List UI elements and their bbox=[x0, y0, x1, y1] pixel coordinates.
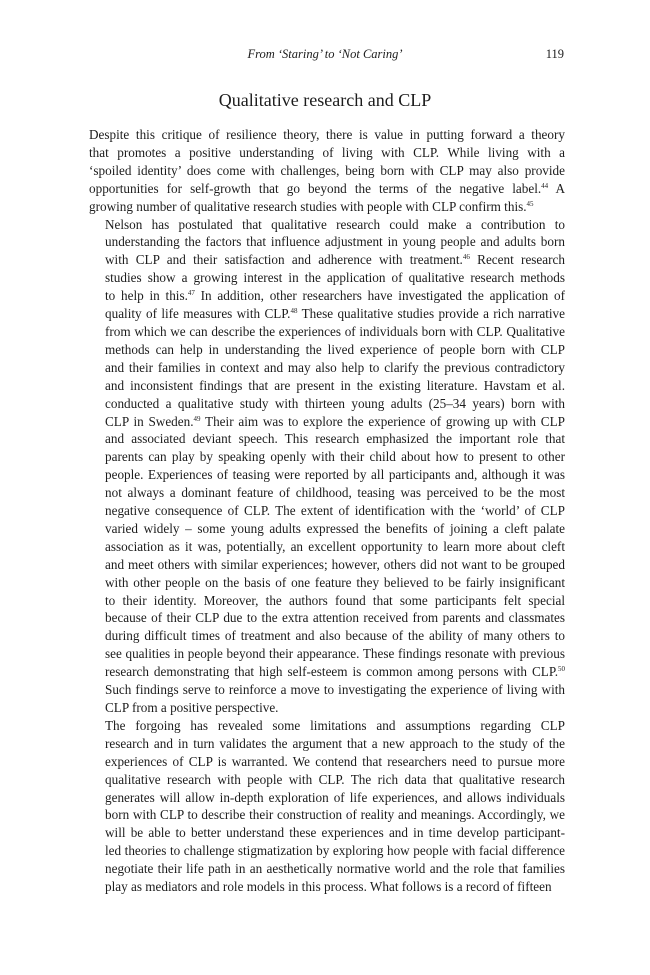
text-segment: from which we can describe the experiences of individuals born with CLP. Qualitative bbox=[105, 323, 565, 339]
text-segment: opportunities for self-growth that go beyond the terms of the negative label. bbox=[89, 180, 542, 196]
text-segment: with CLP and their satisfaction and adherence with treatment. bbox=[105, 252, 463, 268]
text-segment: CLP in Sweden. bbox=[105, 413, 194, 429]
text-line bbox=[89, 466, 565, 484]
text-segment: to help in this. bbox=[105, 288, 188, 304]
text-line bbox=[89, 771, 565, 789]
text-segment: with other people on the basis of one feature they believed to be fairly insignificant bbox=[105, 574, 565, 590]
text-segment: negative consequence of CLP. The extent of identification with the ‘world’ of CLP bbox=[105, 503, 565, 519]
page-number: 119 bbox=[545, 47, 564, 61]
text-line bbox=[89, 484, 565, 502]
footnote-marker: 45 bbox=[526, 199, 534, 208]
text-line bbox=[89, 609, 565, 627]
text-segment: not always a dominant feature of childhood, teasing was perceived to be the most bbox=[105, 485, 565, 501]
text-line bbox=[89, 430, 565, 448]
text-segment: see qualities in people beyond their appearance. These findings resonate with previous bbox=[105, 646, 565, 662]
text-segment: Despite this critique of resilience theory, there is value in putting forward a theory bbox=[89, 127, 565, 142]
text-segment: during difficult times of treatment and also because of the ability of many others to bbox=[105, 628, 565, 644]
text-segment: Their aim was to explore the experience of growing up with CLP bbox=[200, 413, 565, 429]
text-segment: that promotes a positive understanding of living with CLP. While living with a bbox=[89, 144, 565, 160]
text-segment: people. Experiences of teasing were reported by all participants and, although it was bbox=[105, 467, 565, 483]
text-segment: growing number of qualitative research studies with people with CLP confirm this. bbox=[89, 198, 527, 214]
text-line bbox=[89, 717, 565, 735]
text-segment: quality of life measures with CLP. bbox=[105, 306, 291, 322]
text-segment: and their families in context and may also help to clarify the previous contradictory bbox=[105, 359, 565, 375]
text-line bbox=[89, 806, 565, 824]
text-segment: and associated deviant speech. This research emphasized the important role that bbox=[105, 431, 565, 447]
text-line bbox=[89, 520, 565, 538]
text-line bbox=[89, 233, 565, 251]
paragraph bbox=[89, 126, 565, 216]
text-segment: These qualitative studies provide a rich narrative bbox=[297, 306, 565, 322]
text-line bbox=[89, 556, 565, 574]
text-segment: to their identity. Moreover, the authors found that some participants felt special bbox=[105, 592, 565, 608]
text-segment: research and in turn validates the argument that a new approach to the study of the bbox=[105, 735, 565, 751]
text-segment: CLP from a positive perspective. bbox=[105, 700, 279, 715]
text-line bbox=[89, 144, 565, 162]
text-line bbox=[89, 448, 565, 466]
text-segment: conducted a qualitative study with thirteen young adults (25–34 years) born with bbox=[105, 395, 565, 411]
text-line bbox=[89, 592, 565, 610]
text-segment: and meet others with similar experiences; however, others did not want to be grouped bbox=[105, 556, 565, 572]
text-line bbox=[89, 538, 565, 556]
text-line bbox=[89, 502, 565, 520]
text-segment: play as mediators and role models in this process. What follows is a record of fifteen bbox=[105, 879, 552, 895]
text-line bbox=[89, 699, 565, 717]
text-line bbox=[89, 789, 565, 807]
running-head bbox=[0, 44, 650, 64]
text-segment: led theories to challenge stigmatization by exploring how people with facial difference bbox=[105, 843, 565, 859]
text-line bbox=[89, 341, 565, 359]
text-line bbox=[89, 824, 565, 842]
text-segment: methods can help in understanding the lived experience of people born with CLP bbox=[105, 341, 565, 357]
text-line bbox=[89, 162, 565, 180]
text-line bbox=[89, 645, 565, 663]
text-segment: will be able to better understand these experiences and in time develop participant- bbox=[105, 825, 565, 841]
footnote-marker: 47 bbox=[187, 289, 195, 298]
text-line bbox=[89, 251, 565, 269]
text-line bbox=[89, 627, 565, 645]
text-line bbox=[89, 663, 565, 681]
text-segment: Recent research bbox=[469, 252, 565, 268]
text-line bbox=[89, 269, 565, 287]
text-line bbox=[89, 413, 565, 431]
text-segment: generates will allow in-depth exploration of life experiences, and allows individuals bbox=[105, 789, 565, 805]
text-segment: because of their CLP due to the extra attention received from parents and classmates bbox=[105, 610, 565, 626]
footnote-marker: 49 bbox=[193, 414, 201, 423]
running-title: From ‘Staring’ to ‘Not Caring’ bbox=[247, 47, 403, 61]
text-segment: born with CLP to describe their construction of reality and meanings. Accordingly, we bbox=[105, 807, 565, 823]
text-segment: varied widely – some young adults expressed the benefits of joining a cleft palate bbox=[105, 520, 565, 536]
text-line bbox=[89, 287, 565, 305]
text-segment: association as it was, potentially, an excellent opportunity to learn more about cleft bbox=[105, 538, 565, 554]
text-line bbox=[89, 377, 565, 395]
text-line bbox=[89, 860, 565, 878]
text-segment: Nelson has postulated that qualitative research could make a contribution to bbox=[105, 216, 565, 232]
text-segment: Such findings serve to reinforce a move to investigating the experience of living with bbox=[105, 682, 565, 698]
text-segment: negotiate their life path in an aesthetically normative world and the role that families bbox=[105, 861, 565, 877]
text-segment: qualitative research with people with CLP. The rich data that qualitative research bbox=[105, 771, 565, 787]
text-line bbox=[89, 126, 565, 144]
paragraph bbox=[89, 717, 565, 896]
text-line bbox=[89, 574, 565, 592]
footnote-marker: 46 bbox=[462, 253, 470, 262]
text-line bbox=[89, 359, 565, 377]
text-segment: studies show a growing interest in the application of qualitative research methods bbox=[105, 270, 565, 286]
text-line bbox=[89, 216, 565, 234]
paragraph bbox=[89, 216, 565, 717]
text-line bbox=[89, 198, 565, 216]
text-segment: ‘spoiled identity’ does come with challenges, being born with CLP may also provide bbox=[89, 162, 565, 178]
text-segment: A bbox=[548, 180, 565, 196]
text-segment: research demonstrating that high self-esteem is common among persons with CLP. bbox=[105, 664, 558, 680]
text-segment: understanding the factors that influence adjustment in young people and adults born bbox=[105, 234, 565, 250]
footnote-marker: 50 bbox=[558, 665, 565, 674]
text-segment: In addition, other researchers have investigated the application of bbox=[194, 288, 566, 304]
text-line bbox=[89, 395, 565, 413]
text-segment: experiences of CLP is warranted. We contend that researchers need to pursue more bbox=[105, 753, 565, 769]
text-segment: parents can play by speaking openly with their child about how to present to other bbox=[105, 449, 565, 465]
text-segment: and inconsistent findings that are present in the existing literature. Havstam et al. bbox=[105, 377, 565, 393]
body-text bbox=[89, 126, 565, 896]
text-line bbox=[89, 842, 565, 860]
text-line bbox=[89, 878, 565, 896]
text-line bbox=[89, 735, 565, 753]
text-segment: The forgoing has revealed some limitations and assumptions regarding CLP bbox=[105, 717, 565, 733]
footnote-marker: 48 bbox=[290, 307, 298, 316]
text-line bbox=[89, 681, 565, 699]
text-line bbox=[89, 753, 565, 771]
text-line bbox=[89, 180, 565, 198]
section-heading: Qualitative research and CLP bbox=[218, 90, 432, 110]
footnote-marker: 44 bbox=[541, 181, 549, 190]
text-line bbox=[89, 305, 565, 323]
text-line bbox=[89, 323, 565, 341]
